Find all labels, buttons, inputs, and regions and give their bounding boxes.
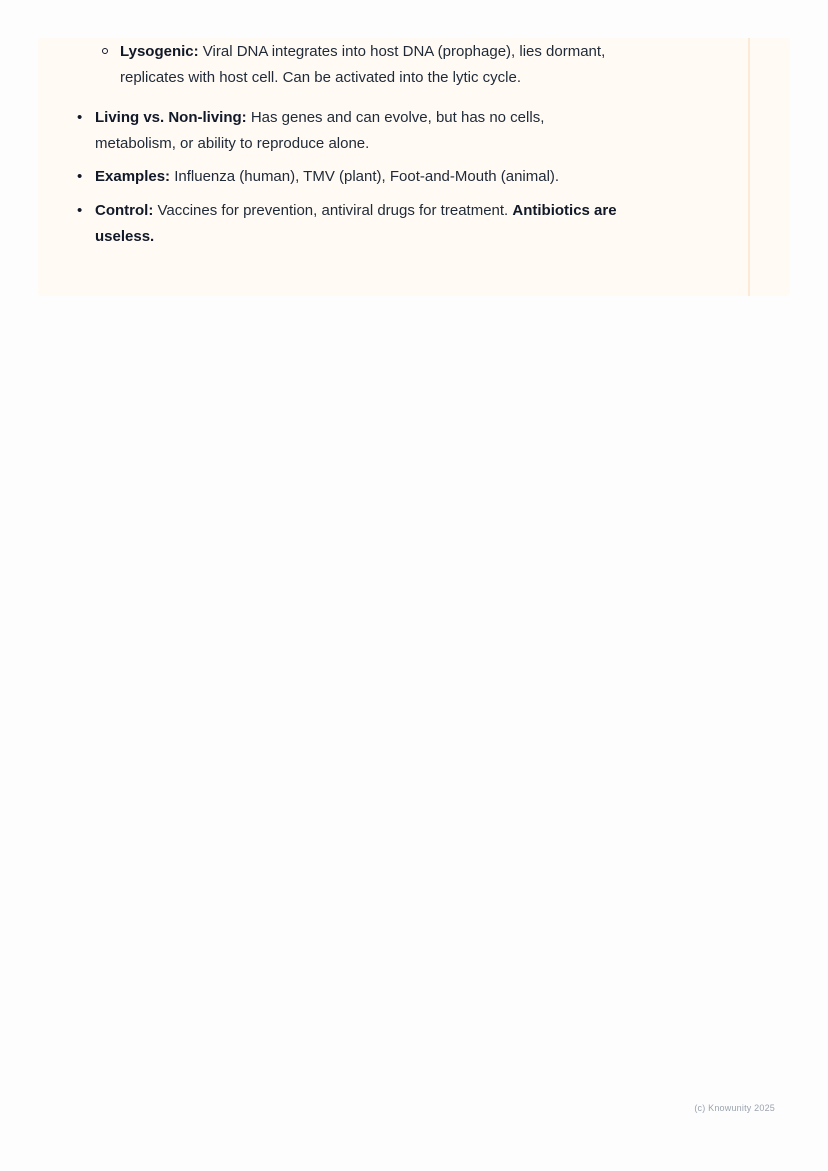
- filled-bullet-icon: •: [77, 109, 83, 126]
- list-item-term: Living vs. Non-living:: [95, 109, 247, 126]
- list-item-description: Has genes and can evolve, but has no cells, metabolism, or ability to reproduce alone.: [95, 109, 545, 152]
- list-item-description: Influenza (human), TMV (plant), Foot-and-Mouth (animal).: [170, 168, 560, 185]
- list-item-examples: [77, 164, 655, 190]
- list-item-description: Vaccines for prevention, antiviral drugs for treatment.: [153, 202, 513, 219]
- list-item-text: [95, 198, 655, 250]
- list-item-text: [95, 164, 655, 190]
- list-item-living-vs-non-living: [77, 105, 595, 157]
- list-item-term: Lysogenic:: [120, 43, 199, 60]
- list-item-term: Control:: [95, 202, 154, 219]
- list-item-description: Viral DNA integrates into host DNA (prophage), lies dormant, replicates with host cell. Can be activated into the lytic cycle.: [120, 43, 606, 86]
- list-item-text: [120, 39, 640, 91]
- list-item-text: [95, 105, 595, 157]
- hollow-bullet-icon: [102, 48, 108, 54]
- filled-bullet-icon: •: [77, 168, 83, 185]
- list-item-control: [77, 198, 655, 250]
- copyright-footer: (c) Knowunity 2025: [694, 1103, 775, 1113]
- list-item-emphasis: Antibiotics are useless.: [95, 202, 617, 245]
- list-item-term: Examples:: [95, 168, 171, 185]
- list-item-lysogenic: [120, 39, 640, 91]
- filled-bullet-icon: •: [77, 202, 83, 219]
- card-side-rule: [748, 38, 750, 296]
